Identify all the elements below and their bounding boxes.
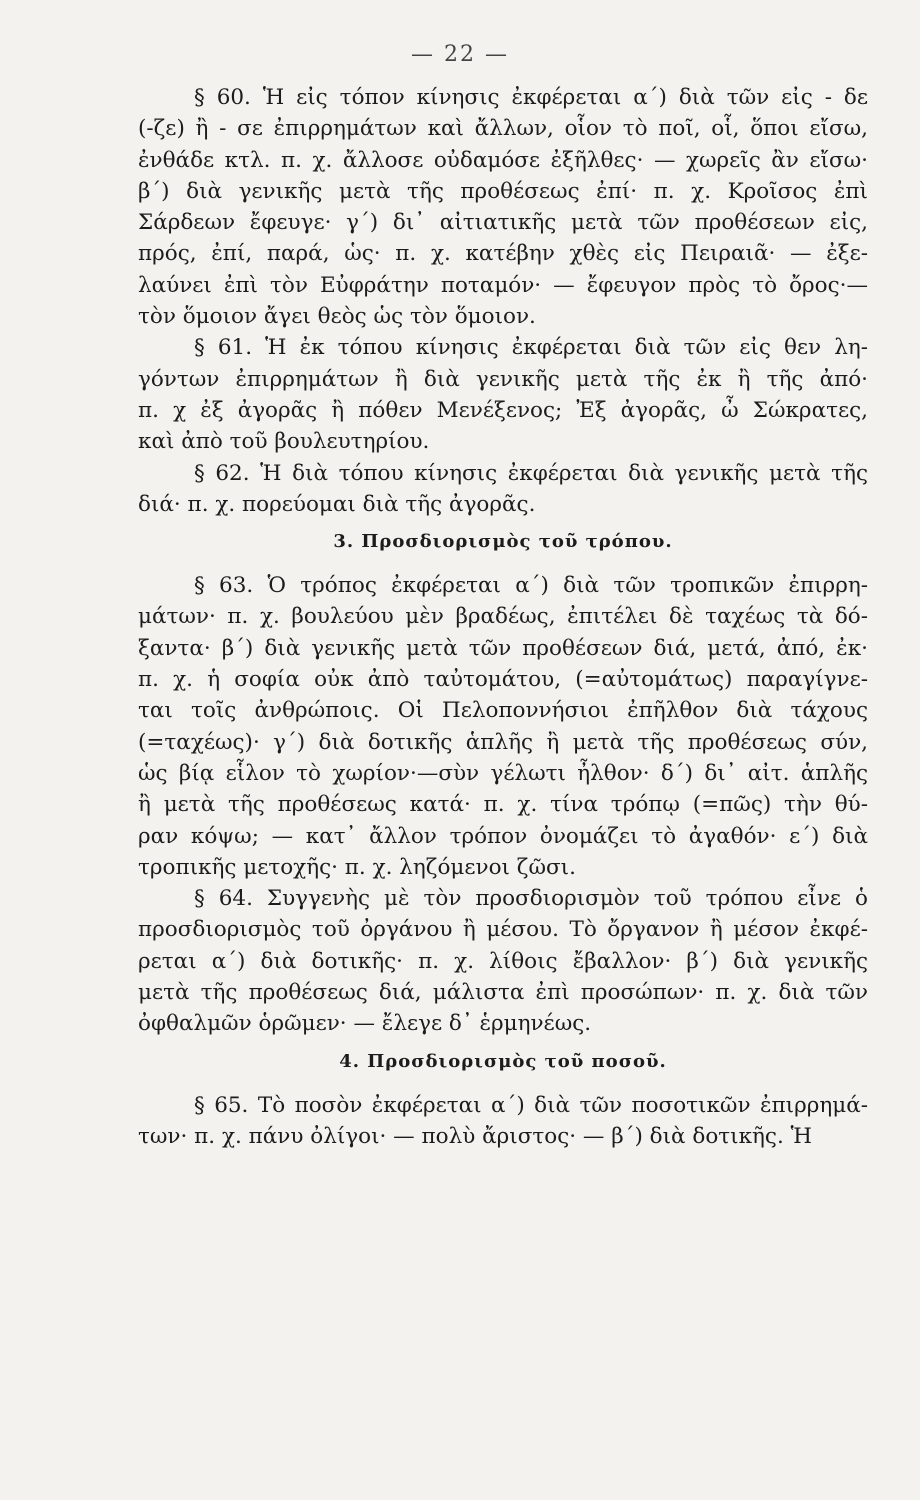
text-line: ἢ μετὰ τῆς προθέσεως κατά· π. χ. τίνα τρόπῳ (=πῶς) τὴν θύ- (138, 792, 868, 818)
text-line: (-ζε) ἢ - σε ἐπιρρημάτων καὶ ἄλλων, οἷον τὸ ποῖ, οἷ, ὅποι εἴσω, (138, 116, 868, 142)
text-line: λαύνει ἐπὶ τὸν Εὐφράτην ποταμόν· — ἔφευγον πρὸς τὸ ὄρος·— (138, 272, 868, 298)
paragraph-s65 (138, 1090, 868, 1153)
text-line: π. χ. ἡ σοφία οὐκ ἀπὸ ταὐτομάτου, (=αὐτομάτως) παραγίγνε- (138, 667, 868, 693)
text-line: ξαντα· β΄) διὰ γενικῆς μετὰ τῶν προθέσεων διά, μετά, ἀπό, ἐκ· (138, 635, 868, 661)
paragraph-s62 (138, 458, 868, 521)
text-line: ὀφθαλμῶν ὁρῶμεν· — ἔλεγε δ᾽ ἑρμηνέως. (138, 1011, 592, 1037)
text-line: ρεται α΄) διὰ δοτικῆς· π. χ. λίθοις ἔβαλλον· β΄) διὰ γενικῆς (138, 948, 868, 974)
text-line: γόντων ἐπιρρημάτων ἢ διὰ γενικῆς μετὰ τῆς ἐκ ἢ τῆς ἀπό· (138, 366, 868, 392)
text-line: Σάρδεων ἔφευγε· γ΄) δι᾽ αἰτιατικῆς μετὰ τῶν προθέσεων εἰς, (138, 210, 868, 236)
page-number: — 22 — (411, 42, 509, 67)
text-column (138, 82, 868, 1152)
text-line: β΄) διὰ γενικῆς μετὰ τῆς προθέσεως ἐπί· π. χ. Κροῖσος ἐπὶ (138, 178, 868, 204)
text-line: ραν κόψω; — κατ᾽ ἄλλον τρόπον ὀνομάζει τὸ ἀγαθόν· ε΄) διὰ (138, 823, 868, 849)
text-line: § 61. Ἡ ἐκ τόπου κίνησις ἐκφέρεται διὰ τῶν εἰς θεν λη- (194, 335, 868, 361)
text-line: καὶ ἀπὸ τοῦ βουλευτηρίου. (138, 429, 430, 455)
text-line: μάτων· π. χ. βουλεύου μὲν βραδέως, ἐπιτέλει δὲ ταχέως τὰ δό- (138, 604, 868, 630)
text-line: τροπικῆς μετοχῆς· π. χ. ληζόμενοι ζῶσι. (138, 854, 576, 880)
text-line: (=ταχέως)· γ΄) διὰ δοτικῆς ἁπλῆς ἢ μετὰ τῆς προθέσεως σύν, (138, 729, 868, 755)
text-line: προσδιορισμὸς τοῦ ὀργάνου ἢ μέσου. Τὸ ὄργανον ἢ μέσον ἐκφέ- (138, 917, 868, 943)
text-line: § 63. Ὁ τρόπος ἐκφέρεται α΄) διὰ τῶν τροπικῶν ἐπιρρη- (194, 573, 868, 599)
heading-manner: 3. Προσδιορισμὸς τοῦ τρόπου. (333, 531, 673, 553)
sections-group-a (138, 82, 868, 520)
text-line: τὸν ὅμοιον ἄγει θεὸς ὡς τὸν ὅμοιον. (138, 304, 536, 330)
text-line: § 65. Τὸ ποσὸν ἐκφέρεται α΄) διὰ τῶν ποσοτικῶν ἐπιρρημά- (194, 1092, 868, 1118)
paragraph-s60 (138, 82, 868, 332)
sections-group-b (138, 570, 868, 1039)
text-line: π. χ ἐξ ἀγορᾶς ἢ πόθεν Μενέξενος; Ἐξ ἀγορᾶς, ὦ Σώκρατες, (138, 397, 868, 423)
text-line: διά· π. χ. πορεύομαι διὰ τῆς ἀγορᾶς. (138, 491, 536, 517)
heading-quantity: 4. Προσδιορισμὸς τοῦ ποσοῦ. (339, 1050, 667, 1072)
text-line: § 60. Ἡ εἰς τόπον κίνησις ἐκφέρεται α΄) διὰ τῶν εἰς - δε (194, 85, 868, 110)
text-line: ται τοῖς ἀνθρώποις. Οἱ Πελοποννήσιοι ἐπῆλθον διὰ τάχους (138, 698, 868, 724)
paragraph-s63 (138, 570, 868, 883)
paragraph-s64 (138, 883, 868, 1039)
text-line: ὡς βίᾳ εἷλον τὸ χωρίον·—σὺν γέλωτι ἦλθον· δ΄) δι᾽ αἰτ. ἁπλῆς (138, 760, 868, 786)
text-line: ἐνθάδε κτλ. π. χ. ἄλλοσε οὐδαμόσε ἐξῆλθες· — χωρεῖς ἂν εἴσω· (138, 147, 868, 173)
text-line: των· π. χ. πάνυ ὀλίγοι· — πολὺ ἄριστος· — β΄) διὰ δοτικῆς. Ἡ (138, 1123, 812, 1149)
text-line: § 64. Συγγενὴς μὲ τὸν προσδιορισμὸν τοῦ τρόπου εἶνε ὁ (194, 886, 868, 912)
text-line: § 62. Ἡ διὰ τόπου κίνησις ἐκφέρεται διὰ γενικῆς μετὰ τῆς (194, 460, 868, 486)
text-line: μετὰ τῆς προθέσεως διά, μάλιστα ἐπὶ προσώπων· π. χ. διὰ τῶν (138, 980, 868, 1006)
paragraph-s61 (138, 332, 868, 457)
text-line: πρός, ἐπί, παρά, ὡς· π. χ. κατέβην χθὲς εἰς Πειραιᾶ· — ἐξε- (138, 241, 868, 267)
sections-group-c (138, 1090, 868, 1153)
